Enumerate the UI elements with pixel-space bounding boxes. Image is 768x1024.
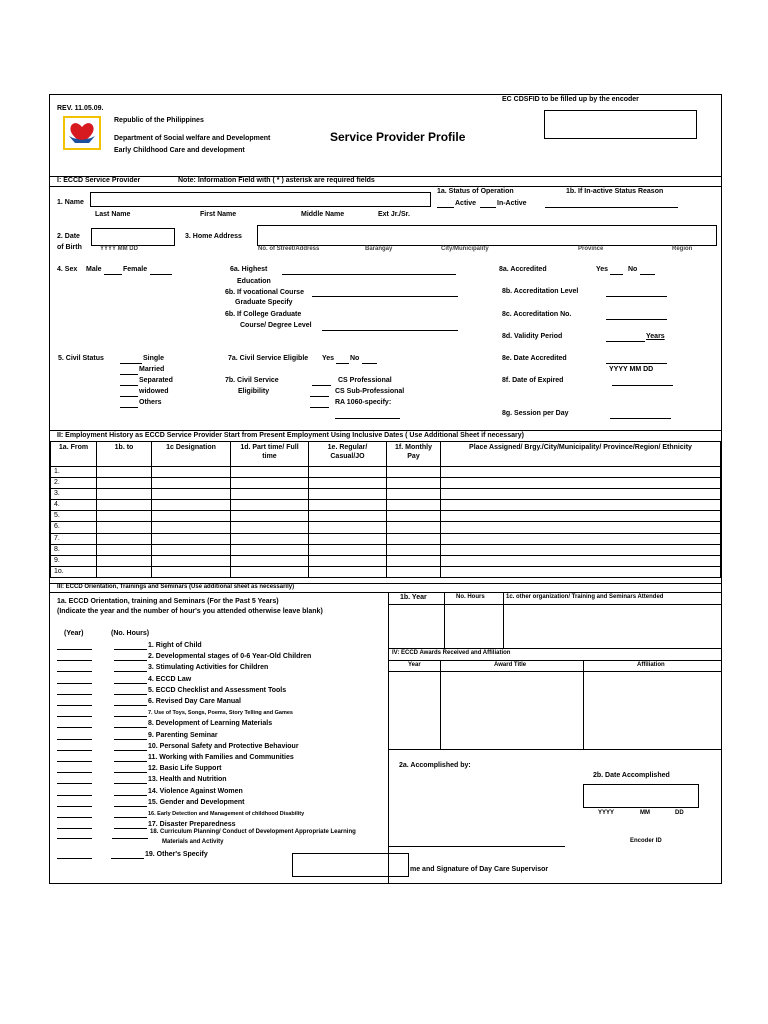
training-item: 16. Early Detection and Management of childhood Disability xyxy=(148,811,305,817)
table-cell[interactable] xyxy=(309,478,387,489)
awards-col-year: Year xyxy=(408,662,421,668)
hours-blank[interactable] xyxy=(114,727,147,728)
sex-label: 4. Sex xyxy=(57,266,78,273)
addr-city-label: City/Municipality xyxy=(441,246,489,252)
table-cell[interactable] xyxy=(441,533,721,544)
year-blank[interactable] xyxy=(57,761,92,762)
table-cell[interactable] xyxy=(231,522,309,533)
civil-separated[interactable]: Separated xyxy=(139,377,173,384)
year-blank[interactable] xyxy=(57,828,92,829)
hours-blank[interactable] xyxy=(114,772,147,773)
vocational-label-2: Graduate Specify xyxy=(235,299,293,306)
col-monthly-pay: 1f. Monthly Pay xyxy=(387,442,441,467)
active-blank xyxy=(437,207,454,208)
year-blank[interactable] xyxy=(57,772,92,773)
table-cell[interactable] xyxy=(309,511,387,522)
awards-col-title: Award Title xyxy=(494,662,527,668)
hours-blank[interactable] xyxy=(114,705,147,706)
table-cell[interactable] xyxy=(97,467,152,478)
row-number: 9. xyxy=(51,555,97,566)
table-row xyxy=(51,467,721,478)
section3-divider xyxy=(388,592,389,884)
section1-heading: I: ECCD Service Provider xyxy=(57,177,141,184)
hours-blank[interactable] xyxy=(114,806,147,807)
training-item: 1. Right of Child xyxy=(148,642,202,649)
cs-ra-specify-blank[interactable] xyxy=(335,418,400,419)
name-last-label: Last Name xyxy=(95,211,131,218)
table-cell[interactable] xyxy=(441,544,721,555)
accredited-yes-blank[interactable] xyxy=(610,274,623,275)
table-cell[interactable] xyxy=(152,467,231,478)
training-item: 13. Health and Nutrition xyxy=(148,776,227,784)
department-text: Department of Social welfare and Development xyxy=(114,135,271,142)
training-item: 4. ECCD Law xyxy=(148,675,192,683)
date-dd: DD xyxy=(675,810,684,816)
col-designation: 1c Designation xyxy=(152,442,231,467)
table-cell[interactable] xyxy=(309,467,387,478)
col-place-assigned: Place Assigned/ Brgy./City/Municipality/ Province/Region/ Ethnicity xyxy=(441,442,721,467)
table-cell[interactable] xyxy=(97,500,152,511)
table-cell[interactable] xyxy=(231,566,309,577)
table-cell[interactable] xyxy=(387,511,441,522)
dob-label-1: 2. Date xyxy=(57,233,80,240)
accredited-yes-option[interactable]: Yes xyxy=(596,266,609,273)
table-cell[interactable] xyxy=(441,566,721,577)
training-item: 17. Disaster Preparedness xyxy=(148,821,236,829)
table-cell[interactable] xyxy=(387,566,441,577)
year-blank[interactable] xyxy=(57,806,92,807)
name-label: 1. Name xyxy=(57,199,84,206)
table-cell[interactable] xyxy=(97,511,152,522)
training-item: 11. Working with Families and Communities xyxy=(148,754,294,761)
separated-blank[interactable] xyxy=(120,385,138,386)
training-item: 6. Revised Day Care Manual xyxy=(148,698,241,705)
other-org-label: 1c. other organization/ Training and Seminars Attended xyxy=(506,594,664,600)
col-part-full-time: 1d. Part time/ Full time xyxy=(231,442,309,467)
table-row xyxy=(51,544,721,555)
date-expired-label: 8f. Date of Expired xyxy=(502,377,564,384)
table-cell[interactable] xyxy=(97,522,152,533)
college-blank[interactable] xyxy=(322,330,458,331)
validity-blank[interactable] xyxy=(606,341,645,342)
male-blank[interactable] xyxy=(104,274,122,275)
hours-blank[interactable] xyxy=(114,683,147,684)
vocational-label-1: 6b. If vocational Course xyxy=(225,289,304,296)
cs-subprof-blank[interactable] xyxy=(310,396,329,397)
table-cell[interactable] xyxy=(387,489,441,500)
col-regular-casual: 1e. Regular/ Casual/JO xyxy=(309,442,387,467)
home-address-input[interactable] xyxy=(257,225,717,246)
table-cell[interactable] xyxy=(441,522,721,533)
table-cell[interactable] xyxy=(309,544,387,555)
year-blank[interactable] xyxy=(57,817,92,818)
dob-label-2: of Birth xyxy=(57,244,82,251)
section2-heading: II: Employment History as ECCD Service Provider Start from Present Employment Using Inclusive Dates ( Use Additional Sheet if necessary) xyxy=(57,432,524,439)
republic-text: Republic of the Philippines xyxy=(114,117,204,124)
table-cell[interactable] xyxy=(387,555,441,566)
table-row xyxy=(51,478,721,489)
table-cell[interactable] xyxy=(152,478,231,489)
awards-bottom-line xyxy=(388,749,721,750)
validity-label: 8d. Validity Period xyxy=(502,333,563,340)
table-cell[interactable] xyxy=(309,489,387,500)
training-item: 3. Stimulating Activities for Children xyxy=(148,664,269,672)
table-cell[interactable] xyxy=(309,522,387,533)
table-cell[interactable] xyxy=(441,500,721,511)
awards-col-2 xyxy=(583,660,584,749)
hours-blank[interactable] xyxy=(114,694,147,695)
training-item: 12. Basic Life Support xyxy=(148,765,222,773)
row-number: 2. xyxy=(51,478,97,489)
year-blank[interactable] xyxy=(57,694,92,695)
year-blank-19[interactable] xyxy=(57,858,92,859)
other-org-col-2 xyxy=(503,592,504,648)
signature-box[interactable] xyxy=(292,853,409,877)
training-intro-2: (Indicate the year and the number of hour's you attended otherwise leave blank) xyxy=(57,608,323,615)
accreditation-level-label: 8b. Accreditation Level xyxy=(502,288,579,295)
hours-blank[interactable] xyxy=(114,783,147,784)
table-cell[interactable] xyxy=(387,467,441,478)
civil-married[interactable]: Married xyxy=(139,366,165,373)
table-cell[interactable] xyxy=(231,467,309,478)
section1-sub-line xyxy=(50,186,721,187)
row-number: 1. xyxy=(51,467,97,478)
other-org-col-1 xyxy=(444,592,445,648)
name-first-label: First Name xyxy=(200,211,237,218)
accreditation-no-blank[interactable] xyxy=(606,319,667,320)
row-number: 8. xyxy=(51,544,97,555)
hours-blank-18[interactable] xyxy=(112,838,148,839)
table-cell[interactable] xyxy=(441,467,721,478)
employment-table xyxy=(50,441,721,578)
awards-col-1 xyxy=(440,660,441,749)
cs-ra-blank[interactable] xyxy=(310,407,329,408)
dswd-logo xyxy=(63,116,101,150)
table-row xyxy=(51,555,721,566)
table-row xyxy=(51,566,721,577)
cs-eligibility-label-2: Eligibility xyxy=(238,388,270,395)
table-cell[interactable] xyxy=(309,555,387,566)
sex-female-option[interactable]: Female xyxy=(123,266,148,273)
inactive-option[interactable]: In-Active xyxy=(497,200,527,207)
training-item-18b: Materials and Activity xyxy=(162,839,224,845)
table-cell[interactable] xyxy=(152,500,231,511)
table-cell[interactable] xyxy=(97,544,152,555)
vocational-blank[interactable] xyxy=(312,296,458,297)
status-operation-label: 1a. Status of Operation xyxy=(437,188,514,195)
accreditation-level-blank[interactable] xyxy=(606,296,667,297)
education-blank[interactable] xyxy=(282,274,456,275)
addr-barangay-label: Barangay xyxy=(365,246,393,252)
cs-no-blank[interactable] xyxy=(362,363,377,364)
year-blank[interactable] xyxy=(57,705,92,706)
training-intro-1: 1a. ECCD Orientation, training and Seminars (For the Past 5 Years) xyxy=(57,598,279,605)
table-cell[interactable] xyxy=(97,478,152,489)
row-number: 6. xyxy=(51,522,97,533)
signature-line[interactable] xyxy=(389,846,565,847)
section3-heading: III: ECCD Orientation, Trainings and Seminars (Use additional sheet as necessarily) xyxy=(57,584,295,590)
year-blank[interactable] xyxy=(57,783,92,784)
civil-status-label: 5. Civil Status xyxy=(58,355,104,362)
cs-yes-blank[interactable] xyxy=(336,363,349,364)
training-item: 8. Development of Learning Materials xyxy=(148,720,273,728)
hours-blank[interactable] xyxy=(114,671,147,672)
home-address-label: 3. Home Address xyxy=(185,233,242,240)
year-blank[interactable] xyxy=(57,750,92,751)
training-item: 9. Parenting Seminar xyxy=(148,731,218,739)
civil-single[interactable]: Single xyxy=(143,355,165,362)
table-cell[interactable] xyxy=(152,511,231,522)
col-from: 1a. From xyxy=(51,442,97,467)
section4-sub-line xyxy=(388,660,721,661)
training-item: 15. Gender and Development xyxy=(148,798,245,806)
date-accredited-label: 8e. Date Accredited xyxy=(502,355,567,362)
table-cell[interactable] xyxy=(152,544,231,555)
cs-eligible-no[interactable]: No xyxy=(350,355,360,362)
hours-blank[interactable] xyxy=(114,828,147,829)
inactive-reason-label: 1b. If In-active Status Reason xyxy=(566,188,664,195)
table-cell[interactable] xyxy=(441,555,721,566)
cs-professional[interactable]: CS Professional xyxy=(338,377,392,384)
date-accredited-blank[interactable] xyxy=(606,363,667,364)
section4-heading: IV: ECCD Awards Received and Affiliation xyxy=(392,650,511,656)
female-blank[interactable] xyxy=(150,274,172,275)
dob-input[interactable] xyxy=(91,228,175,246)
training-col-hours: (No. Hours) xyxy=(111,630,150,637)
hours-blank[interactable] xyxy=(114,817,147,818)
civil-others[interactable]: Others xyxy=(139,399,162,406)
employment-header-row xyxy=(51,442,721,467)
session-label: 8g. Session per Day xyxy=(502,410,569,417)
section4-header-line xyxy=(388,671,721,672)
year-blank[interactable] xyxy=(57,660,92,661)
hours-blank[interactable] xyxy=(114,649,147,650)
table-cell[interactable] xyxy=(387,544,441,555)
date-expired-blank[interactable] xyxy=(612,385,673,386)
training-item-18a: 18. Curriculum Planning/ Conduct of Development Appropriate Learning xyxy=(150,829,356,835)
date-mm: MM xyxy=(640,810,650,816)
year-blank[interactable] xyxy=(57,649,92,650)
training-item: 7. Use of Toys, Songs, Poems, Story Telling and Games xyxy=(148,710,293,717)
session-blank[interactable] xyxy=(610,418,671,419)
table-cell[interactable] xyxy=(152,566,231,577)
table-cell[interactable] xyxy=(231,500,309,511)
active-option[interactable]: Active xyxy=(455,200,477,207)
table-cell[interactable] xyxy=(309,566,387,577)
table-cell[interactable] xyxy=(231,489,309,500)
table-cell[interactable] xyxy=(231,555,309,566)
addr-province-label: Province xyxy=(578,246,604,252)
col-to: 1b. to xyxy=(97,442,152,467)
table-cell[interactable] xyxy=(309,500,387,511)
row-number: 3. xyxy=(51,489,97,500)
single-blank[interactable] xyxy=(120,363,142,364)
date-yyyy: YYYY xyxy=(598,810,615,816)
table-row xyxy=(51,500,721,511)
awards-col-affiliation: Affiliation xyxy=(637,662,665,668)
others-blank[interactable] xyxy=(120,407,138,408)
college-label-1: 6b. If College Graduate xyxy=(225,311,302,318)
date-accomplished-input[interactable] xyxy=(583,784,699,808)
section2-top-line xyxy=(50,430,721,431)
addr-region-label: Region xyxy=(672,246,693,252)
row-number: 7. xyxy=(51,533,97,544)
table-row xyxy=(51,489,721,500)
table-cell[interactable] xyxy=(231,533,309,544)
accredited-label: 8a. Accredited xyxy=(499,266,547,273)
hours-blank[interactable] xyxy=(114,761,147,762)
table-cell[interactable] xyxy=(387,522,441,533)
table-cell[interactable] xyxy=(441,478,721,489)
revision-code: REV. 11.05.09. xyxy=(57,105,104,112)
college-label-2: Course/ Degree Level xyxy=(240,322,312,329)
accredited-no-blank[interactable] xyxy=(640,274,655,275)
table-cell[interactable] xyxy=(152,533,231,544)
other-org-header-line xyxy=(388,604,721,605)
cs-eligible-label: 7a. Civil Service Eligible xyxy=(228,355,309,362)
year-blank[interactable] xyxy=(57,795,92,796)
cs-eligible-yes[interactable]: Yes xyxy=(322,355,335,362)
cdsfid-input[interactable] xyxy=(544,110,697,139)
year-blank-18[interactable] xyxy=(57,838,92,839)
name-input[interactable] xyxy=(90,192,431,207)
education-label-1: 6a. Highest xyxy=(230,266,268,273)
year-blank[interactable] xyxy=(57,739,92,740)
encoder-note: EC CDSFID to be filled up by the encoder xyxy=(502,96,639,103)
table-cell[interactable] xyxy=(152,555,231,566)
accreditation-no-label: 8c. Accreditation No. xyxy=(502,311,572,318)
validity-years: Years xyxy=(646,333,665,340)
date-accredited-format: YYYY MM DD xyxy=(609,366,654,373)
name-middle-label: Middle Name xyxy=(301,211,345,218)
row-number: 1o. xyxy=(51,566,97,577)
inactive-reason-blank[interactable] xyxy=(545,207,678,208)
civil-widowed[interactable]: widowed xyxy=(139,388,169,395)
cs-sub-professional[interactable]: CS Sub-Professional xyxy=(335,388,405,395)
training-col-year: (Year) xyxy=(64,630,84,637)
year-blank[interactable] xyxy=(57,727,92,728)
year-blank[interactable] xyxy=(57,683,92,684)
table-cell[interactable] xyxy=(152,489,231,500)
encoder-id-label: Encoder ID xyxy=(630,838,662,844)
table-cell[interactable] xyxy=(97,489,152,500)
dob-format: YYYY MM DD xyxy=(100,246,138,252)
hours-blank[interactable] xyxy=(114,716,147,717)
section1-note: Note: Information Field with ( * ) asterisk are required fields xyxy=(178,177,375,184)
table-cell[interactable] xyxy=(387,533,441,544)
date-accomplished-label: 2b. Date Accomplished xyxy=(593,772,670,779)
training-item: 2. Developmental stages of 0-6 Year-Old Children xyxy=(148,653,312,661)
cs-prof-blank[interactable] xyxy=(312,385,331,386)
year-blank[interactable] xyxy=(57,671,92,672)
section3-sub-line xyxy=(50,592,721,593)
married-blank[interactable] xyxy=(120,374,138,375)
table-row xyxy=(51,533,721,544)
hours-blank[interactable] xyxy=(114,739,147,740)
training-item: 5. ECCD Checklist and Assessment Tools xyxy=(148,686,287,694)
table-cell[interactable] xyxy=(387,478,441,489)
table-cell[interactable] xyxy=(231,544,309,555)
section1-top-line xyxy=(50,176,721,177)
eccd-text: Early Childhood Care and development xyxy=(114,147,245,154)
table-cell[interactable] xyxy=(231,511,309,522)
section4-top-line xyxy=(388,648,721,649)
form-title: Service Provider Profile xyxy=(330,130,466,144)
table-cell[interactable] xyxy=(97,566,152,577)
cs-ra1060[interactable]: RA 1060-specify: xyxy=(335,399,392,406)
hours-blank-19[interactable] xyxy=(111,858,144,859)
hours-blank[interactable] xyxy=(114,660,147,661)
table-cell[interactable] xyxy=(441,511,721,522)
hours-blank[interactable] xyxy=(114,750,147,751)
year-blank[interactable] xyxy=(57,716,92,717)
name-ext-label: Ext Jr./Sr. xyxy=(378,211,410,218)
table-cell[interactable] xyxy=(152,522,231,533)
cs-eligibility-label-1: 7b. Civil Service xyxy=(225,377,279,384)
table-cell[interactable] xyxy=(387,500,441,511)
addr-street-label: No. of Street/Address xyxy=(258,246,320,252)
inactive-blank xyxy=(480,207,496,208)
year-1b-label: 1b. Year xyxy=(400,594,427,601)
education-label-2: Education xyxy=(237,278,271,285)
table-cell[interactable] xyxy=(309,533,387,544)
hours-blank[interactable] xyxy=(114,795,147,796)
accomplished-by-label: 2a. Accomplished by: xyxy=(399,762,471,769)
training-item: 14. Violence Against Women xyxy=(148,787,243,795)
no-hours-label: No. Hours xyxy=(456,594,485,600)
table-cell[interactable] xyxy=(441,489,721,500)
table-row xyxy=(51,511,721,522)
training-item: 10. Personal Safety and Protective Behaviour xyxy=(148,742,299,750)
row-number: 5. xyxy=(51,511,97,522)
table-cell[interactable] xyxy=(97,555,152,566)
table-cell[interactable] xyxy=(231,478,309,489)
training-item-19: 19. Other's Specify xyxy=(145,851,208,858)
table-row xyxy=(51,522,721,533)
table-cell[interactable] xyxy=(97,533,152,544)
row-number: 4. xyxy=(51,500,97,511)
supervisor-signature-label: me and Signature of Day Care Supervisor xyxy=(410,866,549,873)
sex-male-option[interactable]: Male xyxy=(86,266,102,273)
widowed-blank[interactable] xyxy=(120,396,138,397)
accredited-no-option[interactable]: No xyxy=(628,266,638,273)
